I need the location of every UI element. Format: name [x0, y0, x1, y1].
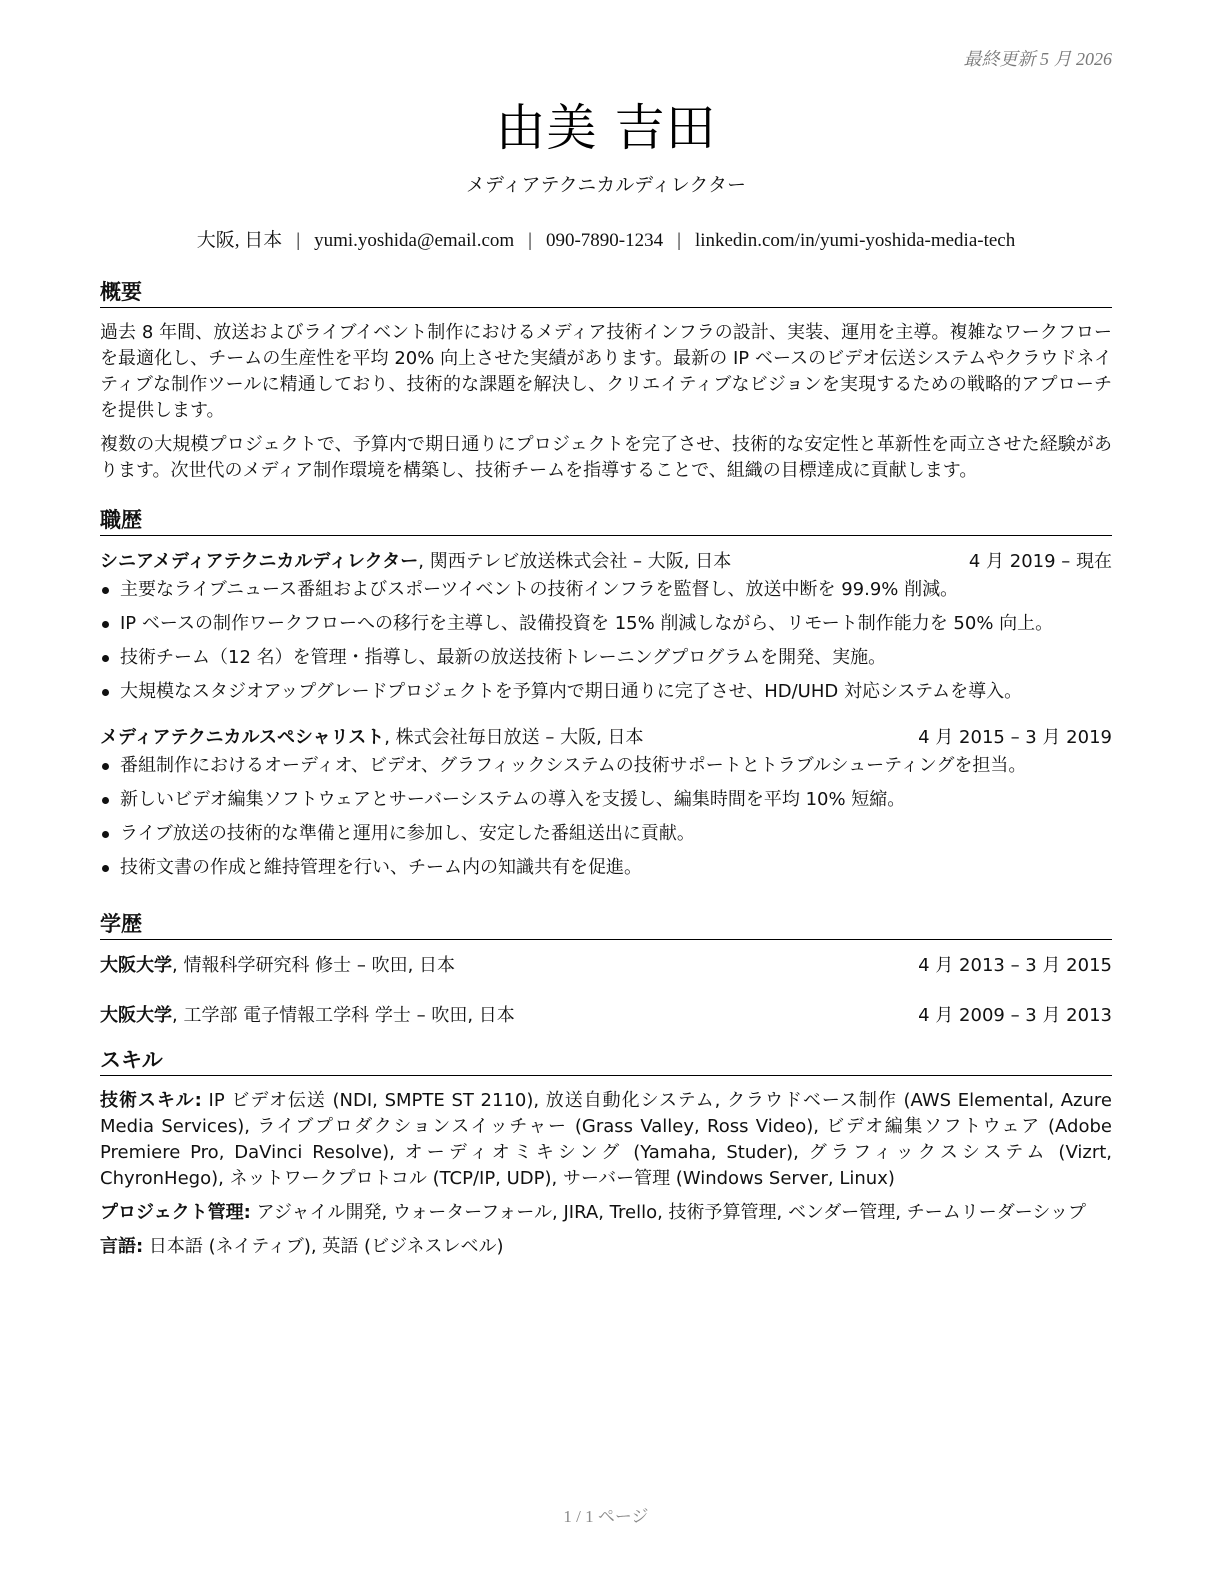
job-bullets — [100, 576, 1112, 712]
school-name: 大阪大学 — [100, 955, 172, 976]
skill-label: 言語: — [100, 1236, 144, 1257]
degree-detail: , 情報科学研究科 修士 – 吹田, 日本 — [172, 955, 456, 976]
job-bullets — [100, 752, 1112, 888]
person-name: 由美 吉田 — [495, 99, 717, 157]
list-item: 大規模なスタジオアップグレードプロジェクトを予算内で期日通りに完了させ、HD/UHD 対応システムを導入。 — [100, 678, 1112, 712]
section-heading-experience: 職歴 — [100, 506, 1112, 536]
job-role: シニアメディアテクニカルディレクター — [100, 551, 419, 572]
list-item: 技術チーム（12 名）を管理・指導し、最新の放送技術トレーニングプログラムを開発、実施。 — [100, 644, 1112, 678]
bullet-icon — [102, 689, 109, 696]
list-item: IP ベースの制作ワークフローへの移行を主導し、設備投資を 15% 削減しながら、リモート制作能力を 50% 向上。 — [100, 610, 1112, 644]
bullet-icon — [102, 797, 109, 804]
skill-group — [100, 1088, 1112, 1192]
contact-separator: | — [677, 230, 681, 251]
contact-location: 大阪, 日本 — [196, 230, 283, 251]
contact-line — [100, 225, 1112, 252]
skill-text: アジャイル開発, ウォーターフォール, JIRA, Trello, 技術予算管理, ベンダー管理, チームリーダーシップ — [250, 1202, 1086, 1223]
job-company: , 関西テレビ放送株式会社 – 大阪, 日本 — [418, 551, 732, 572]
section-heading-summary: 概要 — [100, 278, 1112, 308]
education-dates: 4 月 2009 – 3 月 2013 — [918, 1005, 1112, 1026]
resume-page — [100, 0, 1112, 1584]
education-dates: 4 月 2013 – 3 月 2015 — [918, 955, 1112, 976]
summary-paragraph: 複数の大規模プロジェクトで、予算内で期日通りにプロジェクトを完了させ、技術的な安定性と革新性を両立させた経験があります。次世代のメディア制作環境を構築し、技術チームを指導することで、組織の目標達成に貢献します。 — [100, 434, 1112, 481]
page-number: 1 / 1 ページ — [563, 1507, 649, 1526]
bullet-icon — [102, 621, 109, 628]
experience-section — [100, 506, 1112, 888]
skill-group — [100, 1200, 1112, 1226]
job-header — [100, 724, 1112, 752]
job-role: メディアテクニカルスペシャリスト — [100, 727, 385, 748]
job-header — [100, 548, 1112, 576]
contact-separator: | — [528, 230, 532, 251]
job-dates: 4 月 2015 – 3 月 2019 — [918, 727, 1112, 748]
education-section — [100, 910, 1112, 1052]
job-company: , 株式会社毎日放送 – 大阪, 日本 — [384, 727, 644, 748]
skill-group — [100, 1234, 1112, 1260]
summary-paragraph: 過去 8 年間、放送およびライブイベント制作におけるメディア技術インフラの設計、実装、運用を主導。複雑なワークフローを最適化し、チームの生産性を平均 20% 向上させた実績があります。最新の IP ベースのビデオ伝送システムやクラウドネイティブな制作ツールに精通しており、技術的な課題を解決し、クリエイティブなビジョンを実現するための戦略的アプローチを提供します。 — [100, 322, 1112, 421]
bullet-icon — [102, 587, 109, 594]
bullet-icon — [102, 831, 109, 838]
contact-email[interactable]: yumi.yoshida@email.com — [314, 230, 515, 251]
list-item: 技術文書の作成と維持管理を行い、チーム内の知識共有を促進。 — [100, 854, 1112, 888]
list-item: 主要なライブニュース番組およびスポーツイベントの技術インフラを監督し、放送中断を 99.9% 削減。 — [100, 576, 1112, 610]
list-item: ライブ放送の技術的な準備と運用に参加し、安定した番組送出に貢献。 — [100, 820, 1112, 854]
bullet-icon — [102, 655, 109, 662]
contact-linkedin[interactable]: linkedin.com/in/yumi-yoshida-media-tech — [694, 230, 1016, 251]
skill-label: プロジェクト管理: — [100, 1202, 251, 1223]
bullet-icon — [102, 865, 109, 872]
skill-text: IP ビデオ伝送 (NDI, SMPTE ST 2110), 放送自動化システム, クラウドベース制作 (AWS Elemental, Azure Media Services), ライブプロダクションスイッチャー (Grass Valley, Ross Video), ビデオ編集ソフトウェア (Adobe Premiere Pro, DaVinci Resolve), オーディオミキシング (Yamaha, Studer), グラフィックスシステム (Vizrt, ChyronHego), ネットワークプロトコル (TCP/IP, UDP), サーバー管理 (Windows Server, Linux) — [100, 1090, 1112, 1189]
skills-section — [100, 1046, 1112, 1268]
job-title: メディアテクニカルディレクター — [465, 174, 747, 196]
last-updated: 最終更新 5 月 2026 — [963, 49, 1112, 69]
degree-detail: , 工学部 電子情報工学科 学士 – 吹田, 日本 — [172, 1005, 515, 1026]
school-name: 大阪大学 — [100, 1005, 172, 1026]
bullet-icon — [102, 763, 109, 770]
skill-label: 技術スキル: — [100, 1090, 202, 1111]
contact-phone: 090-7890-1234 — [545, 230, 664, 251]
section-heading-education: 学歴 — [100, 910, 1112, 940]
skill-text: 日本語 (ネイティブ), 英語 (ビジネスレベル) — [143, 1236, 504, 1257]
contact-separator: | — [296, 230, 301, 251]
list-item: 番組制作におけるオーディオ、ビデオ、グラフィックシステムの技術サポートとトラブルシューティングを担当。 — [100, 752, 1112, 786]
summary-section — [100, 278, 1112, 492]
job-dates: 4 月 2019 – 現在 — [968, 551, 1112, 572]
list-item: 新しいビデオ編集ソフトウェアとサーバーシステムの導入を支援し、編集時間を平均 10% 短縮。 — [100, 786, 1112, 820]
education-item — [100, 952, 1112, 980]
section-heading-skills: スキル — [100, 1046, 1112, 1076]
education-item — [100, 1002, 1112, 1030]
